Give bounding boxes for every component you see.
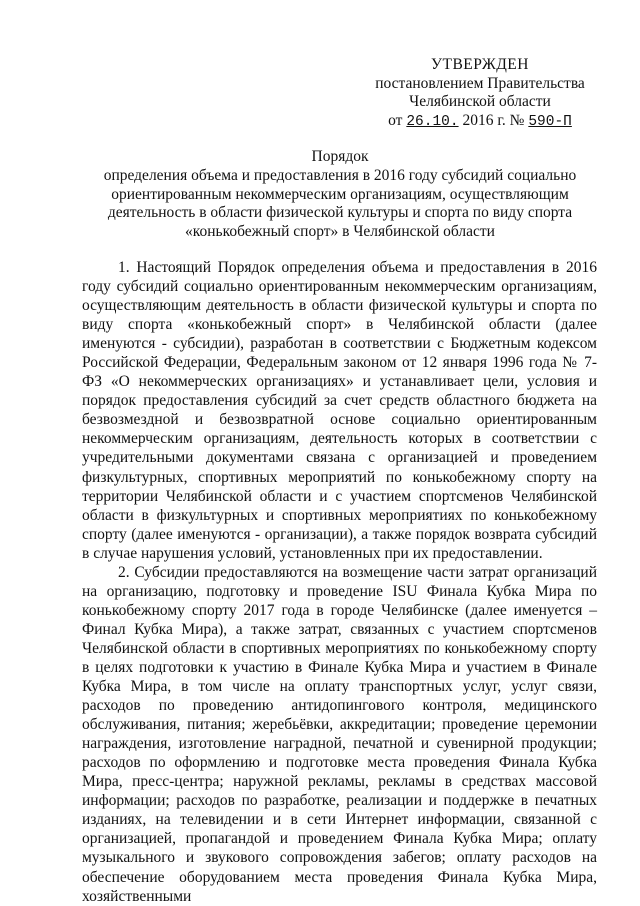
approval-line-2: Челябинской области [409,93,551,110]
approval-number: 590-П [528,113,572,130]
paragraph-2: 2. Субсидии предоставляются на возмещение части затрат организаций на организацию, подготовку и проведение ISU Финала Кубка Мира по конькобежному спорту 2017 года в городе Челябинске (далее именуется – Финал Кубка Мира), а также затрат, связанных с участием спортсменов Челябинской области в спортивных мероприятиях по конькобежному спорту в целях подготовки к участию в Финале Кубка Мира и участием в Финале Кубка Мира, в том числе на оплату транспортных услуг, услуг связи, расходов по проведению антидопингового контроля, медицинского обслуживания, питания; жеребьёвки, аккредитации; проведение церемонии награждения, изготовление наградной, печатной и сувенирной продукции; расходов по оформлению и подготовке места проведения Финала Кубка Мира, пресс-центра; наружной рекламы, рекламы в средствах массовой информации; расходов по разработке, реализации и поддержке в печатных изданиях, на телевидении и в сети Интернет информации, связанной с организацией, пропагандой и проведением Финала Кубка Мира; оплату музыкального и звукового сопровождения забегов; оплату расходов на обеспечение оборудованием места проведения Финала Кубка Мира, хозяйственными [82,563,597,905]
approval-date-prefix: от [388,111,403,129]
title-subtitle: определения объема и предоставления в 2016 году субсидий социально ориентированным некоммерческим организациям, осуществляющим деятельность в области физической культуры и спорта по виду спорта «конькобежный спорт» в Челябинской области [103,166,577,241]
approval-line-1: постановлением Правительства [375,74,585,92]
approval-header: УТВЕРЖДЕН [431,56,529,73]
approval-date: 26.10. [406,113,459,130]
document-title [100,148,580,242]
approval-date-line [360,112,600,132]
approval-year: 2016 г. № [462,111,525,129]
title-heading: Порядок [311,148,369,165]
paragraph-1: 1. Настоящий Порядок определения объема и предоставления в 2016 году субсидий социально ориентированным некоммерческим организациям, осуществляющим деятельность в области физической культуры и спорта по виду спорта «конькобежный спорт» в Челябинской области (далее именуются - субсидии), разработан в соответствии с Бюджетным кодексом Российской Федерации, Федеральным законом от 12 января 1996 года № 7-ФЗ «О некоммерческих организациях» и устанавливает цели, условия и порядок предоставления субсидий за счет средств областного бюджета на безвозмездной и безвозвратной основе социально ориентированным некоммерческим организациям, деятельность которых в соответствии с учредительными документами связана с организацией и проведением физкультурных, спортивных мероприятий по конькобежному спорту на территории Челябинской области и с участием спортсменов Челябинской области в физкультурных и спортивных мероприятиях по конькобежному спорту (далее именуются - организации), а также порядок возврата субсидий в случае нарушения условий, установленных при их предоставлении. [82,259,597,562]
approval-stamp [360,56,600,131]
document-body [82,258,597,906]
